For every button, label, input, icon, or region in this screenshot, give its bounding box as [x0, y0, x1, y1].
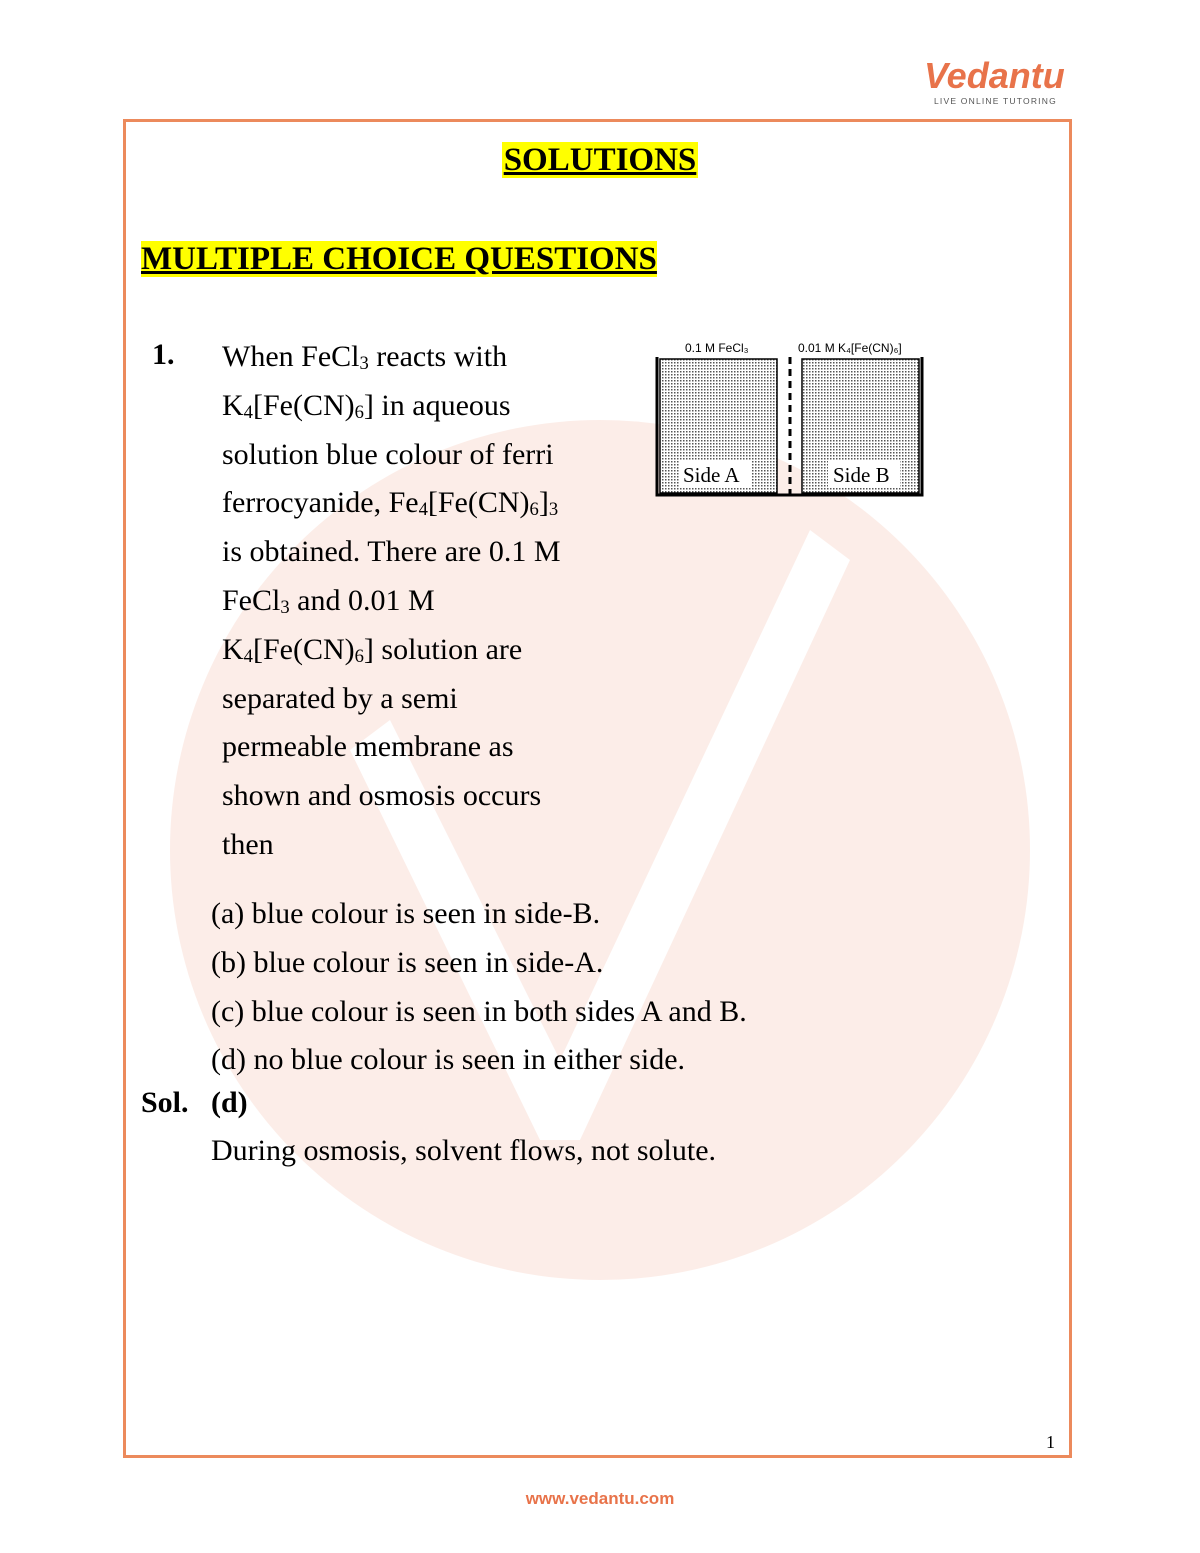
option-a: (a) blue colour is seen in side-B.	[211, 897, 601, 930]
answer-options	[211, 890, 747, 1085]
vedantu-logo	[922, 54, 1066, 110]
page-number: 1	[1046, 1432, 1055, 1452]
right-solution-label: 0.01 M K₄[Fe(CN)₆]	[798, 341, 902, 355]
question-text: When FeCl$_3$ reacts with $K_4[Fe(CN)_6]$ in aqueous solution blue colour of ferri ferrocyanide, $Fe_4[Fe(CN)_6]_3$ is obtained. There are 0.1 M FeCl$_3$ and 0.01 M $K_4[Fe(CN)_6]$ solution are separated by a semi permeable membrane as shown and osmosis occurs then	[222, 340, 561, 861]
option-b: (b) blue colour is seen in side-A.	[211, 945, 604, 979]
left-solution-label: 0.1 M FeCl₃	[685, 341, 749, 355]
option-c: (c) blue colour is seen in both sides A and B.	[211, 994, 747, 1028]
question-number: 1.	[152, 338, 175, 371]
footer-url[interactable]: www.vedantu.com	[525, 1489, 675, 1508]
svg-text:LIVE ONLINE TUTORING: LIVE ONLINE TUTORING	[934, 96, 1057, 106]
page-title: SOLUTIONS	[503, 142, 697, 178]
svg-text:Vedantu: Vedantu	[924, 55, 1065, 96]
solution-explanation: During osmosis, solvent flows, not solute.	[211, 1134, 717, 1167]
side-b-label: Side B	[833, 463, 890, 487]
osmosis-diagram	[650, 335, 930, 505]
solution-label: Sol.	[141, 1086, 189, 1119]
solution-answer: (d)	[211, 1086, 248, 1119]
section-heading: MULTIPLE CHOICE QUESTIONS	[141, 241, 657, 277]
side-a-label: Side A	[683, 463, 740, 487]
option-d: (d) no blue colour is seen in either side.	[211, 1043, 686, 1077]
